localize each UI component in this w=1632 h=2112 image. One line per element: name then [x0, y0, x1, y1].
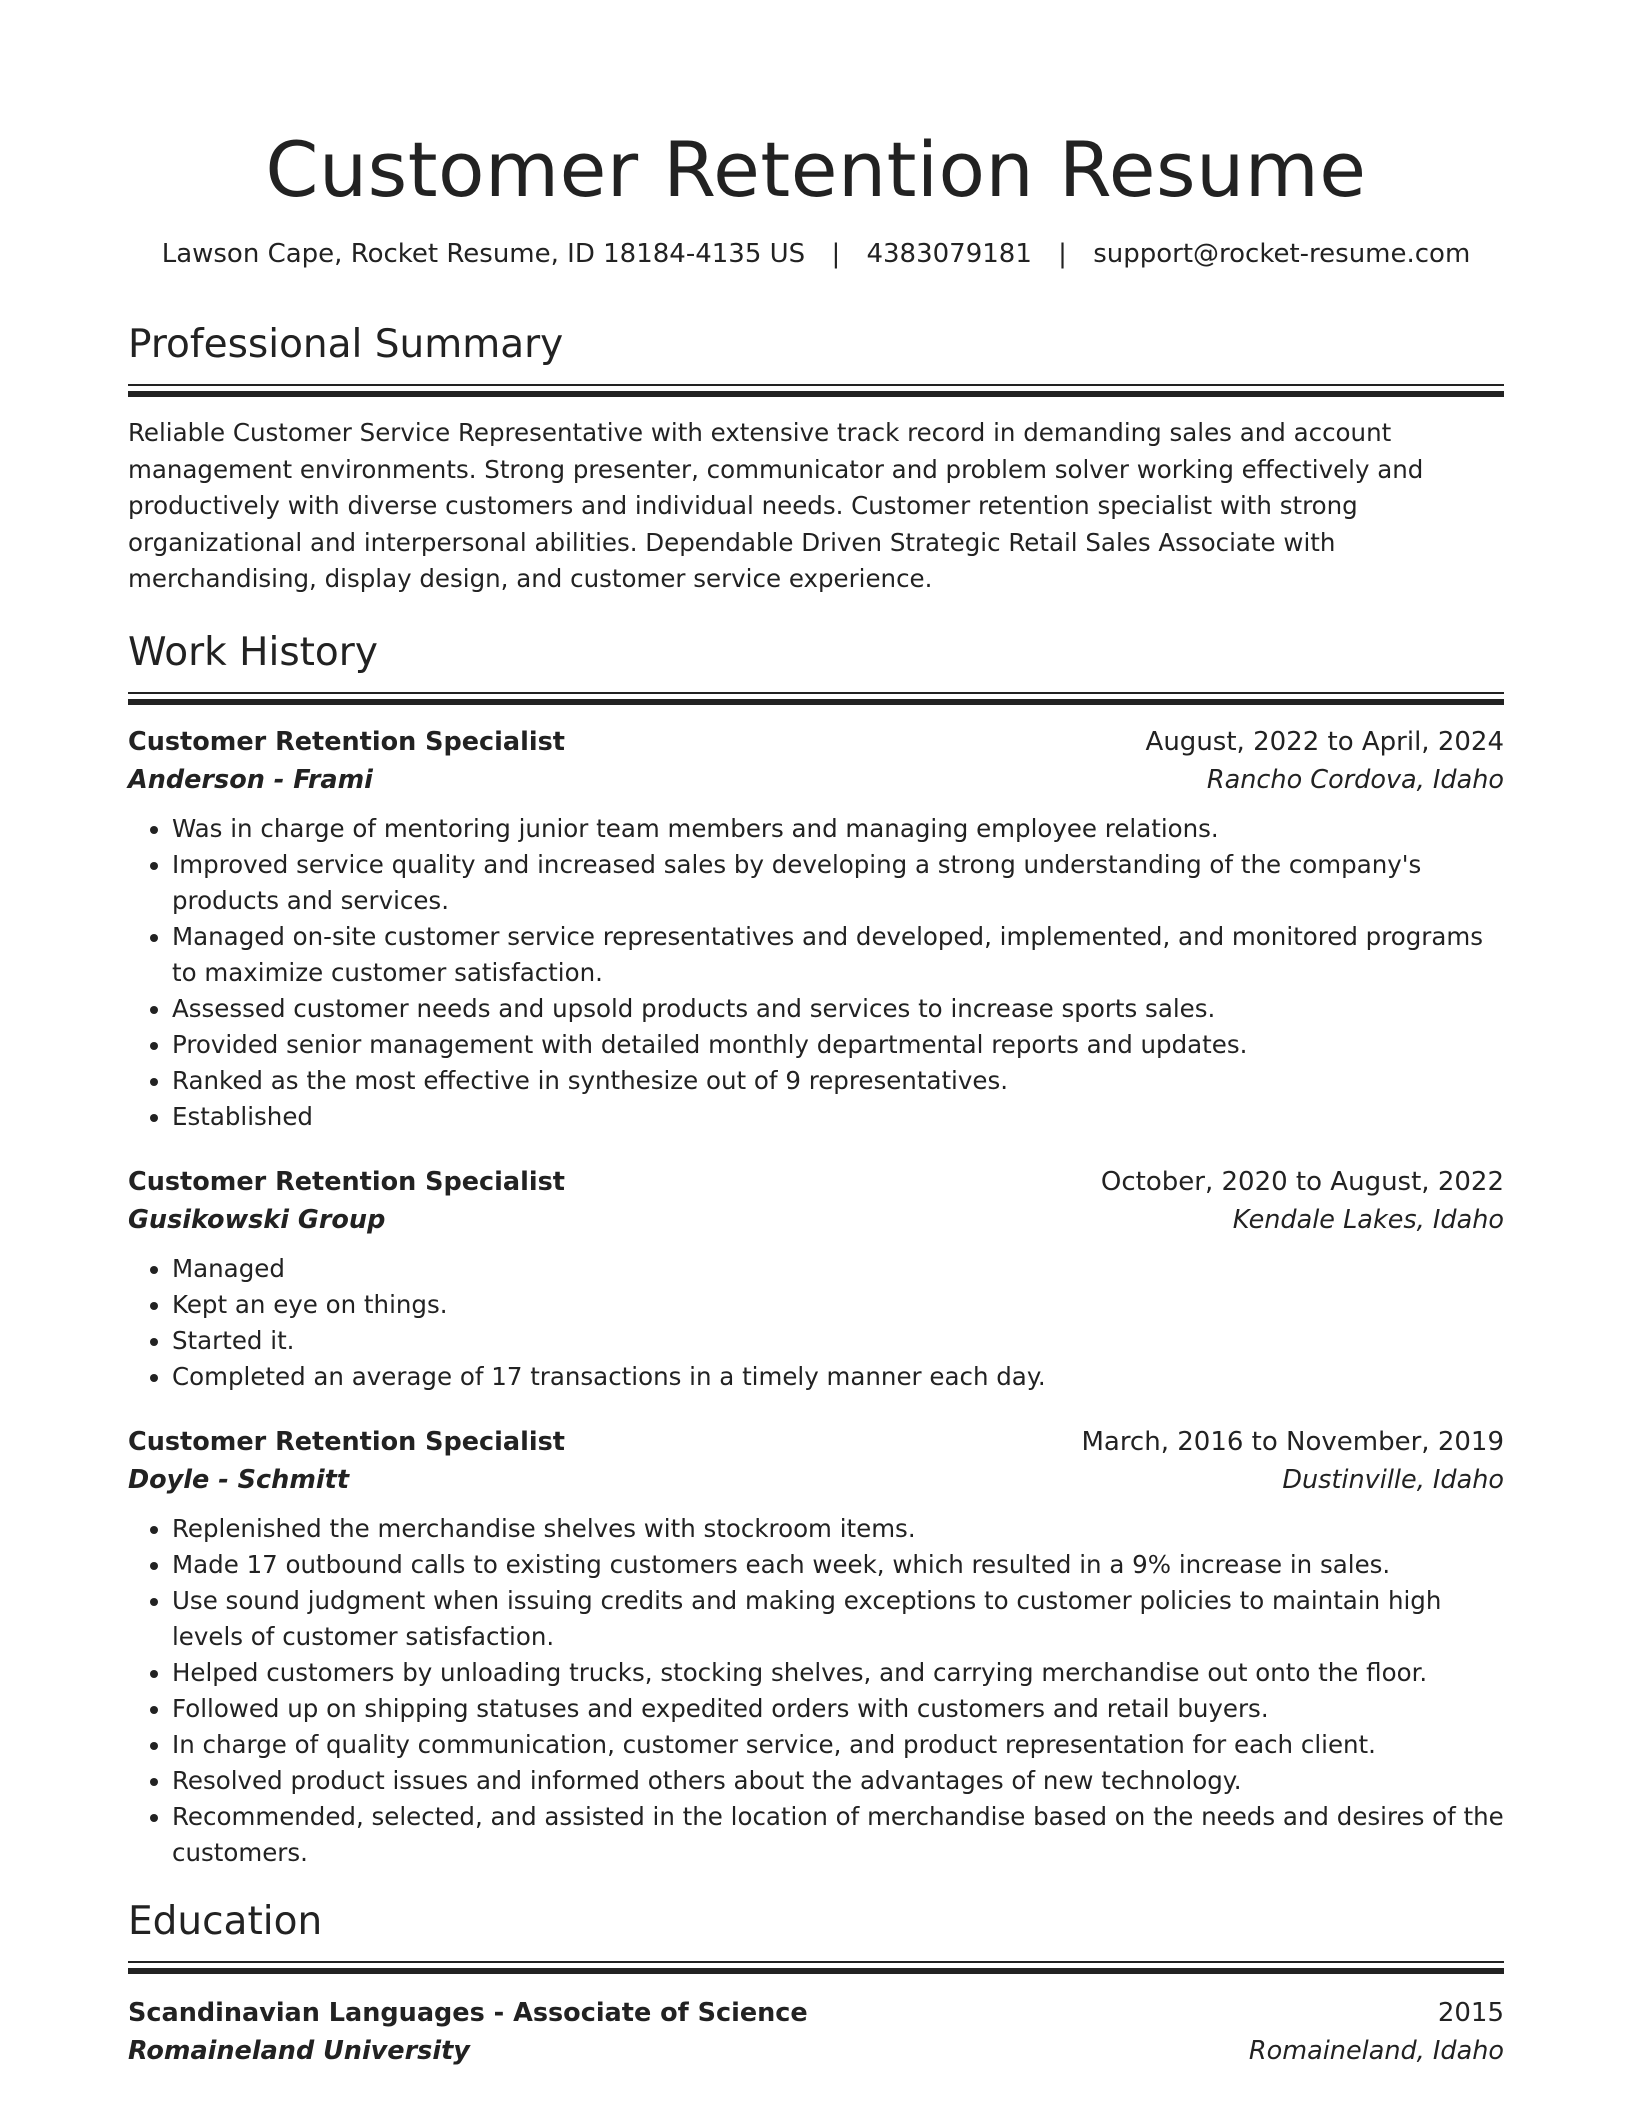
section-divider [128, 692, 1504, 705]
contact-separator: | [1058, 239, 1067, 269]
education-degree: Scandinavian Languages - Associate of Science [128, 1997, 808, 2028]
job-location: Rancho Cordova, Idaho [1206, 764, 1504, 795]
summary-text: Reliable Customer Service Representative with extensive track record in demanding sales and account management environments. Strong presenter, communicator and problem solver working effectively and productively with diverse customers and individual needs. Customer retention specialist with strong organizational and interpersonal abilities. Dependable Driven Strategic Retail Sales Associate with merchandising, display design, and customer service experience. [128, 418, 1424, 593]
job-bullet: • Established [172, 1099, 1504, 1135]
job-bullet: • Ranked as the most effective in synthesize out of 9 representatives. [172, 1063, 1504, 1099]
contact-phone: 4383079181 [866, 239, 1032, 269]
section-divider [128, 1961, 1504, 1974]
job-dates: August, 2022 to April, 2024 [1145, 726, 1504, 757]
section-heading-education: Education [128, 1898, 323, 1944]
job-bullet: • Improved service quality and increased sales by developing a strong understanding of the company's products and services. [172, 847, 1504, 919]
contact-separator: | [831, 239, 841, 269]
job-company-row [128, 761, 1504, 799]
job-bullet: • Kept an eye on things. [172, 1287, 1504, 1323]
job-bullet: • Started it. [172, 1323, 1504, 1359]
education-section [128, 1897, 1504, 2070]
job-company: Doyle - Schmitt [128, 1464, 350, 1495]
job-company-row [128, 1201, 1504, 1239]
section-divider [128, 384, 1504, 397]
job-entry [128, 1163, 1504, 1395]
job-bullet: • Helped customers by unloading trucks, stocking shelves, and carrying merchandise out onto the floor. [172, 1655, 1504, 1691]
education-location: Romaineland, Idaho [1248, 2035, 1504, 2066]
contact-line [128, 236, 1504, 272]
job-bullet: • Resolved product issues and informed others about the advantages of new technology. [172, 1763, 1504, 1799]
work-history-section [128, 628, 1504, 1871]
education-header-row [128, 1994, 1504, 2032]
job-entry [128, 1423, 1504, 1871]
education-year: 2015 [1437, 1997, 1504, 2028]
job-bullet: • Managed [172, 1251, 1504, 1287]
job-header-row [128, 723, 1504, 761]
job-bullet: • Made 17 outbound calls to existing customers each week, which resulted in a 9% increase in sales. [172, 1547, 1504, 1583]
job-bullets [128, 1511, 1504, 1871]
job-bullet: • Followed up on shipping statuses and expedited orders with customers and retail buyers. [172, 1691, 1504, 1727]
job-bullet: • Provided senior management with detailed monthly departmental reports and updates. [172, 1027, 1504, 1063]
job-bullet: • Was in charge of mentoring junior team members and managing employee relations. [172, 811, 1504, 847]
job-company: Anderson - Frami [128, 764, 373, 795]
job-bullet: • Replenished the merchandise shelves with stockroom items. [172, 1511, 1504, 1547]
job-location: Kendale Lakes, Idaho [1232, 1204, 1504, 1235]
job-bullet: • Completed an average of 17 transactions in a timely manner each day. [172, 1359, 1504, 1395]
section-heading-summary: Professional Summary [128, 322, 564, 367]
job-bullet: • Managed on-site customer service representatives and developed, implemented, and monitored programs to maximize customer satisfaction. [172, 919, 1504, 991]
resume-title: Customer Retention Resume [265, 125, 1367, 214]
job-header-row [128, 1163, 1504, 1201]
job-title: Customer Retention Specialist [128, 1426, 565, 1457]
contact-address: Lawson Cape, Rocket Resume, ID 18184-4135 US [161, 239, 806, 269]
education-school: Romaineland University [128, 2035, 470, 2066]
education-entry [128, 1994, 1504, 2070]
job-bullet: • In charge of quality communication, customer service, and product representation for each client. [172, 1727, 1504, 1763]
job-company: Gusikowski Group [128, 1204, 386, 1235]
job-header-row [128, 1423, 1504, 1461]
job-entry [128, 723, 1504, 1135]
job-bullets [128, 1251, 1504, 1395]
contact-email: support@rocket-resume.com [1093, 239, 1471, 269]
education-school-row [128, 2032, 1504, 2070]
job-bullet: • Recommended, selected, and assisted in the location of merchandise based on the needs and desires of the customers. [172, 1799, 1504, 1871]
job-bullets [128, 811, 1504, 1135]
job-bullet: • Assessed customer needs and upsold products and services to increase sports sales. [172, 991, 1504, 1027]
job-bullet: • Use sound judgment when issuing credits and making exceptions to customer policies to maintain high levels of customer satisfaction. [172, 1583, 1504, 1655]
job-company-row [128, 1461, 1504, 1499]
job-dates: October, 2020 to August, 2022 [1100, 1166, 1504, 1197]
job-location: Dustinville, Idaho [1282, 1464, 1504, 1495]
job-dates: March, 2016 to November, 2019 [1081, 1426, 1504, 1457]
section-heading-work: Work History [128, 629, 378, 675]
summary-section [128, 320, 1504, 598]
job-title: Customer Retention Specialist [128, 726, 565, 757]
job-title: Customer Retention Specialist [128, 1166, 565, 1197]
